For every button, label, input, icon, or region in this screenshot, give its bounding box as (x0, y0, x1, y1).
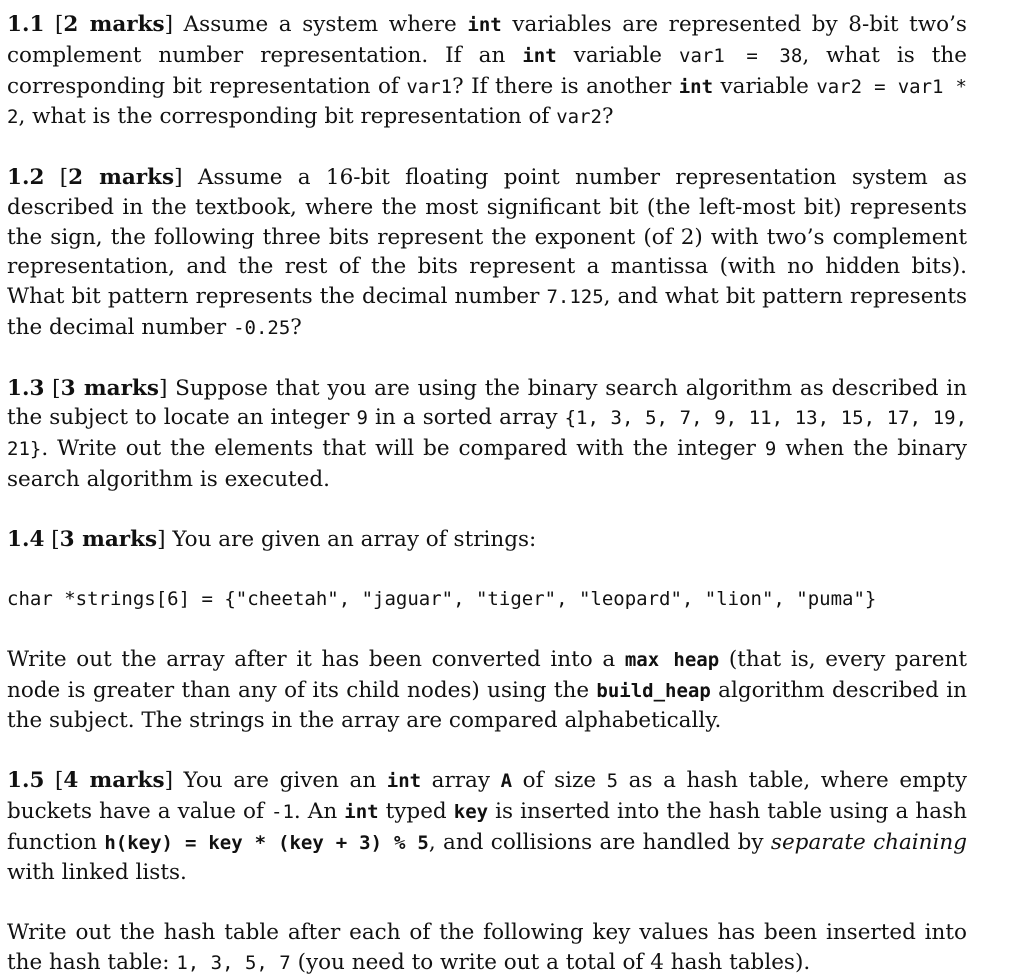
question-1-4-body: Write out the array after it has been converted into a max heap (that is, every parent node is greater than any of its child nodes) using the build_heap algorithm described in the subject. The strings in the array are compared alphabetically. (7, 646, 967, 734)
question-1-4: 1.4 [3 marks] You are given an array of strings: (7, 526, 537, 552)
question-marks: [3 marks] (51, 526, 166, 552)
marks-value: 3 marks (60, 375, 159, 401)
code-snippet: char *strings[6] = {"cheetah", "jaguar", "tiger", "leopard", "lion", "puma"} (7, 588, 877, 611)
marks-value: 3 marks (59, 526, 158, 552)
marks-value: 4 marks (63, 767, 165, 793)
marks-value: 2 marks (63, 12, 165, 37)
question-1-2: 1.2 [2 marks] Assume a 16-bit floating point number representation system as described in the textbook, where the most significant bit (the left-most bit) represents the sign, the following three bits represent the exponent (of 2) with two’s complement representation, and the rest of the bits represent a mantissa (with no hidden bits). What bit pattern represents the decimal number 7.125, and what bit pattern represents the decimal number -0.25? (7, 164, 967, 340)
question-marks: [3 marks] (52, 375, 168, 401)
question-1-3: 1.3 [3 marks] Suppose that you are using the binary search algorithm as described in the subject to locate an integer 9 in a sorted array {1, 3, 5, 7, 9, 11, 13, 15, 17, 19, 21}. Write out the elements that will be compared with the integer 9 when the binary search algorithm is executed. (7, 375, 968, 492)
question-1-5-body: Write out the hash table after each of the following key values has been inserted into the hash table: 1, 3, 5, 7 (you need to write out a total of 4 hash tables). (7, 919, 967, 975)
question-1-5: 1.5 [4 marks] You are given an int array A of size 5 as a hash table, where empty buckets have a value of -1. An int typed key is inserted into the hash table using a hash function h(key) = key * (key + 3) % 5, and collisions are handled by separate chaining with linked lists. (7, 767, 968, 886)
question-marks: [2 marks] (55, 12, 174, 37)
assignment-page (7, 10, 967, 979)
question-number: 1.2 (7, 164, 45, 190)
question-number: 1.4 (7, 526, 45, 552)
question-marks: [2 marks] (59, 164, 183, 190)
marks-value: 2 marks (68, 164, 175, 190)
question-number: 1.1 (7, 12, 45, 37)
question-number: 1.3 (7, 375, 45, 401)
question-1-1: 1.1 [2 marks] Assume a system where int variables are represented by 8-bit two’s complement number representation. If an int variable var1 = 38, what is the corresponding bit representation of var1? If there is another int variable var2 = var1 * 2, what is the corresponding bit representation of var2? (7, 12, 968, 130)
question-number: 1.5 (7, 767, 45, 793)
question-marks: [4 marks] (54, 767, 173, 793)
